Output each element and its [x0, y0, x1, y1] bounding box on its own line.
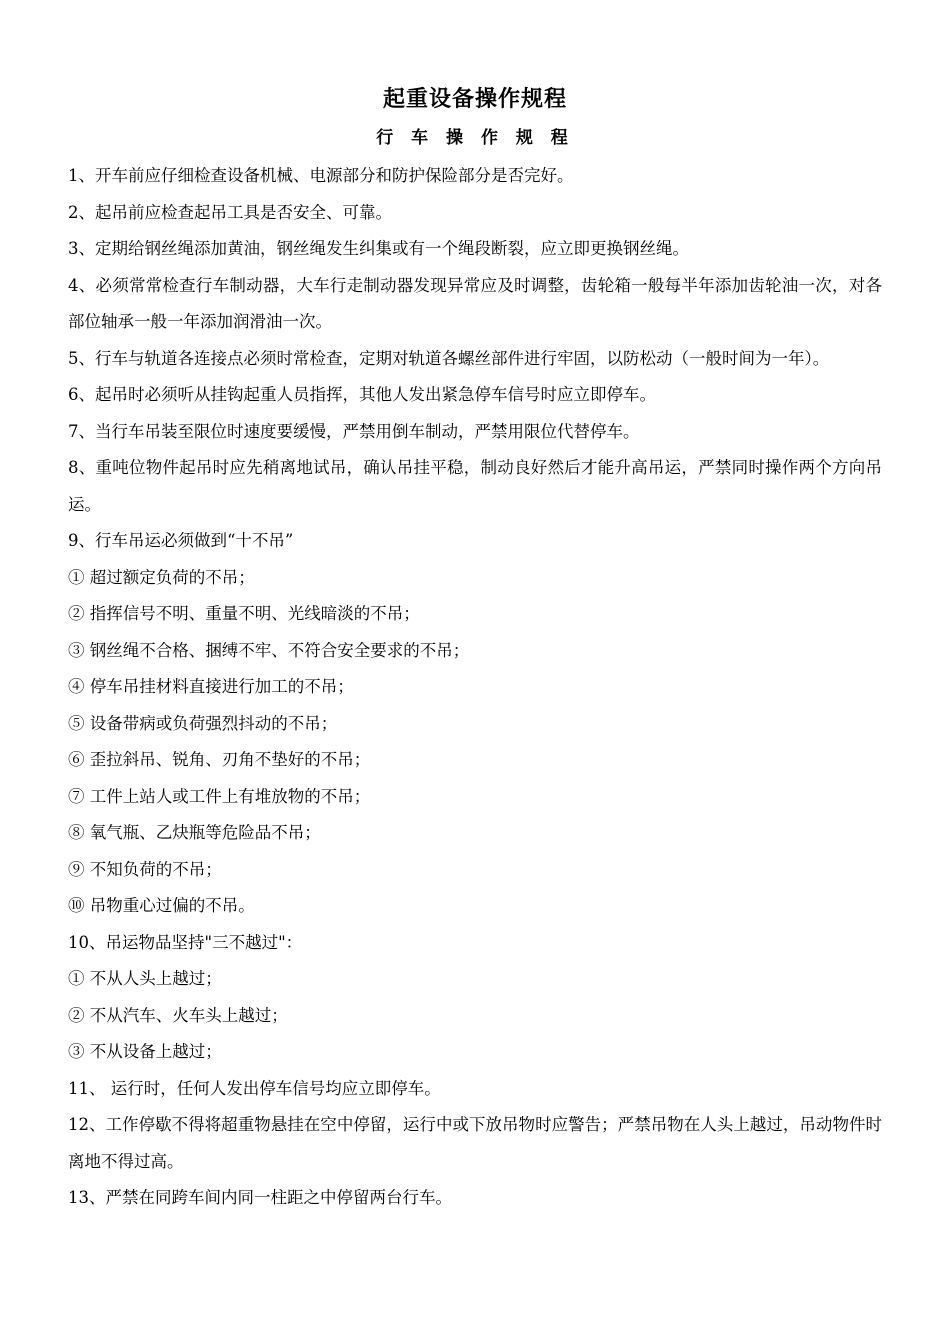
rule-item: 12、工作停歇不得将超重物悬挂在空中停留，运行中或下放吊物时应警告；严禁吊物在人头上越过，吊动物件时离地不得过高。 — [68, 1115, 882, 1171]
sub-rule-item: ① 不从人头上越过； — [68, 969, 222, 988]
sub-rule-item: ⑩ 吊物重心过偏的不吊。 — [68, 896, 255, 915]
rule-item: 4、必须常常检查行车制动器，大车行走制动器发现异常应及时调整，齿轮箱一般每半年添加齿轮油一次，对各部位轴承一般一年添加润滑油一次。 — [68, 275, 882, 331]
rule-item: 6、起吊时必须听从挂钩起重人员指挥，其他人发出紧急停车信号时应立即停车。 — [68, 385, 656, 404]
sub-rule-item: ② 不从汽车、火车头上越过； — [68, 1005, 288, 1025]
rule-item: 9、行车吊运必须做到“十不吊” — [68, 531, 294, 550]
rule-item: 1、开车前应仔细检查设备机械、电源部分和防护保险部分是否完好。 — [68, 166, 574, 185]
sub-rule-item: ③ 钢丝绳不合格、捆缚不牢、不符合安全要求的不吊； — [68, 640, 470, 660]
rule-item: 3、定期给钢丝绳添加黄油，钢丝绳发生纠集或有一个绳段断裂，应立即更换钢丝绳。 — [68, 239, 689, 258]
sub-rule-item: ④ 停车吊挂材料直接进行加工的不吊； — [68, 677, 354, 696]
rule-item: 8、重吨位物件起吊时应先稍离地试吊，确认吊挂平稳，制动良好然后才能升高吊运，严禁同时操作两个方向吊运。 — [68, 458, 882, 514]
sub-rule-item: ⑤ 设备带病或负荷强烈抖动的不吊； — [68, 713, 338, 733]
rule-item: 2、起吊前应检查起吊工具是否安全、可靠。 — [68, 202, 392, 222]
rule-item: 10、吊运物品坚持"三不越过"： — [68, 932, 303, 952]
rule-item: 7、当行车吊装至限位时速度要缓慢，严禁用倒车制动，严禁用限位代替停车。 — [68, 421, 640, 441]
sub-rule-item: ⑦ 工件上站人或工件上有堆放物的不吊； — [68, 786, 371, 806]
rule-item: 13、严禁在同跨车间内同一柱距之中停留两台行车。 — [68, 1188, 452, 1207]
sub-rule-item: ② 指挥信号不明、重量不明、光线暗淡的不吊； — [68, 604, 420, 623]
sub-rule-item: ① 超过额定负荷的不吊； — [68, 567, 255, 587]
rule-item: 11、 运行时，任何人发出停车信号均应立即停车。 — [68, 1078, 441, 1098]
section-title: 行 车 操 作 规 程 — [376, 128, 574, 148]
document-title: 起重设备操作规程 — [382, 87, 567, 112]
sub-rule-item: ⑥ 歪拉斜吊、锐角、刃角不垫好的不吊； — [68, 750, 371, 769]
sub-rule-item: ⑧ 氧气瓶、乙炔瓶等危险品不吊； — [68, 823, 321, 842]
sub-rule-item: ③ 不从设备上越过； — [68, 1042, 222, 1061]
rule-item: 5、行车与轨道各连接点必须时常检查，定期对轨道各螺丝部件进行牢固，以防松动（一般时间为一年）。 — [68, 348, 830, 368]
sub-rule-item: ⑨ 不知负荷的不吊； — [68, 859, 222, 879]
